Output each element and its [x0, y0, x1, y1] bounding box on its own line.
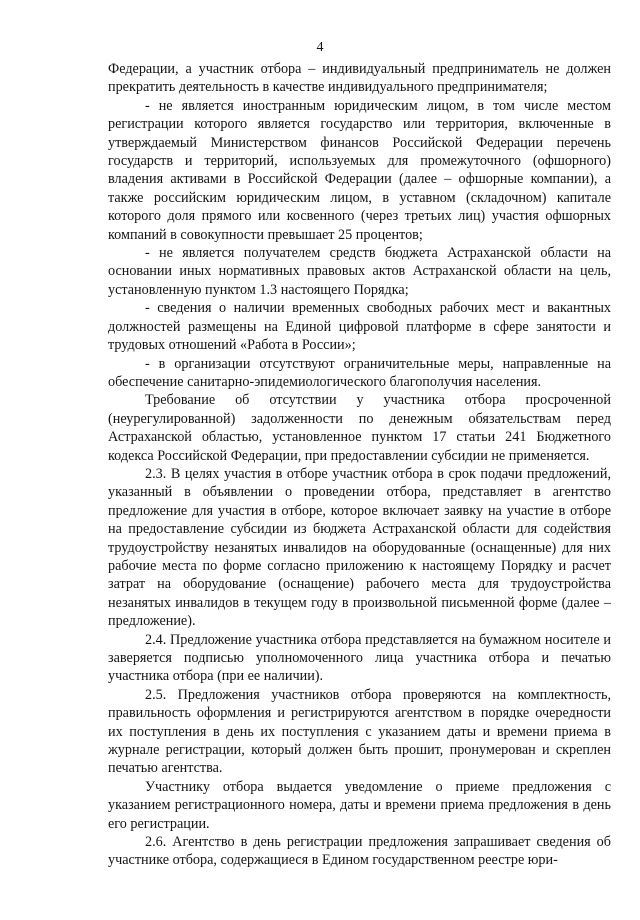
- paragraph-2-6: 2.6. Агентство в день регистрации предложения запрашивает сведения об участнике отбора, содержащиеся в Едином государственном реестре юри-: [108, 834, 611, 869]
- page-number: 4: [316, 40, 324, 55]
- list-item-not-budget-recipient: - не является получателем средств бюджета Астраханской области на основании иных нормативных правовых актов Астраханской области на цель, установленную пунктом 1.3 настоящего Порядка;: [108, 245, 611, 298]
- paragraph-2-4: 2.4. Предложение участника отбора представляется на бумажном носителе и заверяется подписью уполномоченного лица участника отбора и печатью участника отбора (при ее наличии).: [108, 631, 611, 685]
- paragraph-2-5: 2.5. Предложения участников отбора проверяются на комплектность, правильность оформления и регистрируются агентством в порядке очередности их поступления в день их поступления с указанием даты и времени приема в журнале регистрации, который должен быть прошит, пронумерован и скреплен печатью агентства.: [108, 686, 611, 777]
- paragraph-continuation: Федерации, а участник отбора – индивидуальный предприниматель не должен прекратить деятельность в качестве индивидуального предпринимателя;: [108, 61, 611, 96]
- list-item-vacancies-posted: - сведения о наличии временных свободных рабочих мест и вакантных должностей размещены на Единой цифровой платформе в сфере занятости и трудовых отношений «Работа в России»;: [108, 300, 611, 354]
- list-item-not-foreign-entity: - не является иностранным юридическим лицом, в том числе местом регистрации которого является государство или территория, включенные в утверждаемый Министерством финансов Российской Федерации перечень государств и территорий, используемых для промежуточного (офшорного) владения активами в Российской Федерации (далее – офшорные компании), а также российским юридическим лицом, в уставном (складочном) капитале которого доля прямого или косвенного (через третьих лиц) участия офшорных компаний в совокупности превышает 25 процентов;: [108, 97, 611, 243]
- document-body: [108, 60, 611, 870]
- paragraph-notification: Участнику отбора выдается уведомление о приеме предложения с указанием регистрационного номера, даты и времени приема предложения в день его регистрации.: [108, 778, 611, 832]
- paragraph-2-3: 2.3. В целях участия в отборе участник отбора в срок подачи предложений, указанный в объявлении о проведении отбора, представляет в агентство предложение для участия в отборе, которое включает заявку на участие в отборе на предоставление субсидии из бюджета Астраханской области для содействия трудоустройству незанятых инвалидов на оборудованные (оснащенные) для них рабочие места по форме согласно приложению к настоящему Порядку и расчет затрат на оборудование (оснащение) рабочего места для трудоустройства незанятых инвалидов в текущем году в произвольной письменной форме (далее – предложение).: [108, 465, 611, 630]
- paragraph-debt-requirement: Требование об отсутствии у участника отбора просроченной (неурегулированной) задолженности по денежным обязательствам перед Астраханской областью, установленное пунктом 17 статьи 241 Бюджетного кодекса Российской Федерации, при предоставлении субсидии не применяется.: [108, 392, 611, 464]
- list-item-no-restrictions: - в организации отсутствуют ограничительные меры, направленные на обеспечение санитарно-эпидемиологического благополучия населения.: [108, 355, 611, 390]
